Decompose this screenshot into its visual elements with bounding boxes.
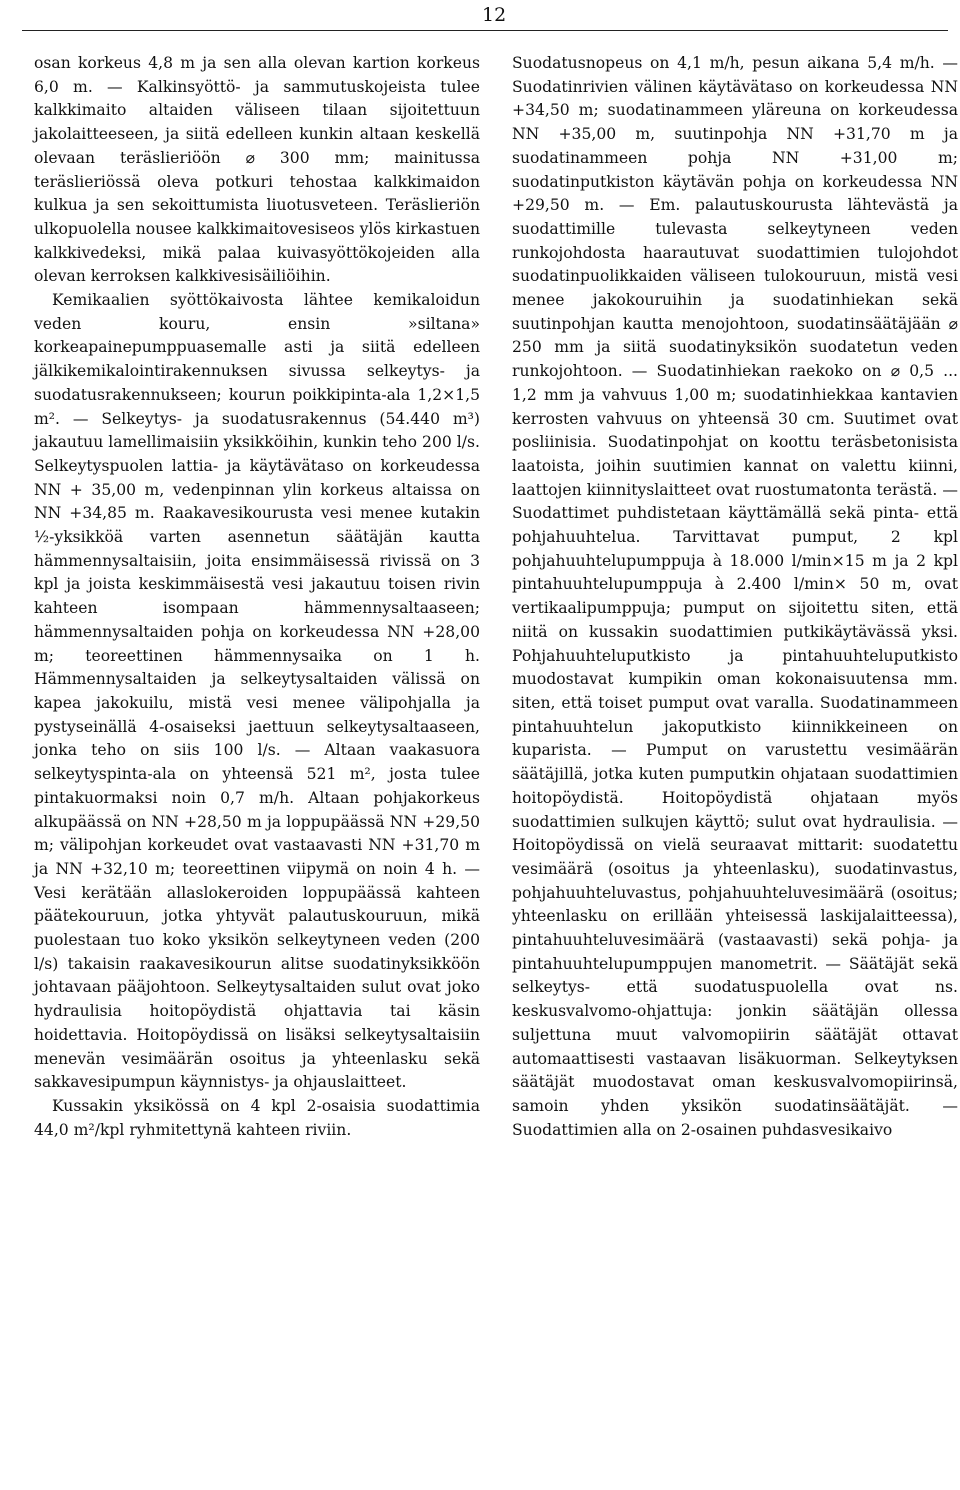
page-number: 12	[482, 4, 507, 26]
right-column	[512, 52, 958, 1142]
paragraph: osan korkeus 4,8 m ja sen alla olevan kartion korkeus 6,0 m. — Kalkinsyöttö- ja sammutuskojeista tulee kalkkimaito altaiden väliseen tilaan sijoitettuun jakolaitteeseen, ja siitä edelleen kunkin altaan keskellä olevaan teräslieriöön ⌀ 300 mm; mainitussa teräslieriössä oleva potkuri tehostaa kalkkimaidon kulkua ja sen sekoittumista liuotusveteen. Teräslieriön ulkopuolella nousee kalkkimaitovesiseos ylös kirkastuen kalkkivedeksi, mikä palaa kuivasyöttökojeiden alla olevan kerroksen kalkkivesisäiliöihin.	[34, 54, 480, 286]
paragraph: Kemikaalien syöttökaivosta lähtee kemikaloidun veden kouru, ensin »siltana» korkeapainepumppuasemalle asti ja siitä edelleen jälkikemikalointirakennuksen sivussa selkeytys- ja suodatusrakennukseen; kourun poikkipinta-ala 1,2×1,5 m². — Selkeytys- ja suodatusrakennus (54.440 m³) jakautuu lamellimaisiin yksikköihin, kunkin teho 200 l/s. Selkeytyspuolen lattia- ja käytävätaso on korkeudessa NN + 35,00 m, vedenpinnan ylin korkeus altaissa on NN +34,85 m. Raakavesikourusta vesi menee kutakin ½-yksikköä varten asennetun säätäjän kautta hämmennysaltaisiin, joita ensimmäisessä rivissä on 3 kpl ja joista keskimmäisestä vesi jakautuu toisen rivin kahteen isompaan hämmennysaltaaseen; hämmennysaltaiden pohja on korkeudessa NN +28,00 m; teoreettinen hämmennysaika on 1 h. Hämmennysaltaiden ja selkeytysaltaiden välissä on kapea jakokuilu, mistä vesi menee välipohjalla ja pystyseinällä 4-osaiseksi jaettuun selkeytysaltaaseen, jonka teho on siis 100 l/s. — Altaan vaakasuora selkeytyspinta-ala on yhteensä 521 m², josta tulee pintakuormaksi noin 0,7 m/h. Altaan pohjakorkeus alkupäässä on NN +28,50 m ja loppupäässä NN +29,50 m; välipohjan korkeudet ovat vastaavasti NN +31,70 m ja NN +32,10 m; teoreettinen viipymä on noin 4 h. — Vesi kerätään allaslokeroiden loppupäässä kahteen päätekouruun, jotka yhtyvät palautuskouruun, mikä puolestaan tuo koko yksikön selkeytyneen veden (200 l/s) takaisin raakavesikourun alitse suodatinyksikköön johtavaan pääjohtoon. Selkeytysaltaiden sulut ovat joko hydraulisia hoitopöydistä ohjattavia tai käsin hoidettavia. Hoitopöydissä on lisäksi selkeytysaltaisiin menevän vesimäärän osoitus ja yhteenlasku sekä sakkavesipumpun käynnistys- ja ohjauslaitteet.	[34, 291, 480, 1092]
paragraph: Suodatusnopeus on 4,1 m/h, pesun aikana 5,4 m/h. — Suodatinrivien välinen käytävätaso on korkeudessa NN +34,50 m; suodatinammeen yläreuna on korkeudessa NN +35,00 m, suutinpohja NN +31,70 m ja suodatinammeen pohja NN +31,00 m; suodatinputkiston käytävän pohja on korkeudessa NN +29,50 m. — Em. palautuskourusta lähtevästä ja suodattimille tulevasta selkeytyneen veden runkojohdosta haarautuvat suodattimien tulojohdot suodatinpuolikkaiden väliseen tulokouruun, mistä vesi menee jakokouruihin ja suodatinhiekan sekä suutinpohjan kautta menojohtoon, suodatinsäätäjään ⌀ 250 mm ja siitä suodatinyksikön suodatetun veden runkojohtoon. — Suodatinhiekan raekoko on ⌀ 0,5 ... 1,2 mm ja vahvuus 1,00 m; suodatinhiekkaa kantavien kerrosten vahvuus on yhteensä 30 cm. Suutimet ovat posliinisia. Suodatinpohjat on koottu teräsbetonisista laatoista, joihin suutimien kannat on valettu kiinni, laattojen kiinnityslaitteet ovat ruostumatonta terästä. — Suodattimet puhdistetaan käyttämällä sekä pinta- että pohjahuuhtelua. Tarvittavat pumput, 2 kpl pohjahuuhtelupumppuja à 18.000 l/min×15 m ja 2 kpl pintahuuhtelupumppuja à 2.400 l/min× 50 m, ovat vertikaalipumppuja; pumput on sijoitettu siten, että niitä on kussakin suodattimien putkikäytävässä yksi. Pohjahuuhteluputkisto ja pintahuuhteluputkisto muodostavat kumpikin oman kokonaisuutensa mm. siten, että toiset pumput ovat varalla. Suodatinammeen pintahuuhtelun jakoputkisto kiinnikkeineen on kuparista. — Pumput on varustettu vesimäärän säätäjillä, jotka kuten pumputkin ohjataan suodattimien hoitopöydistä. Hoitopöydistä ohjataan myös suodattimien sulkujen käyttö; sulut ovat hydraulisia. — Hoitopöydissä on vielä seuraavat mittarit: suodatettu vesimäärä (osoitus ja yhteenlasku), suodatinvastus, pohjahuuhteluvastus, pohjahuuhteluvesimäärä (osoitus; yhteenlasku on erillään yhteisessä laskijalaitteessa), pintahuuhteluvesimäärä (vastaavasti) sekä pohja- ja pintahuuhtelupumppujen manometrit. — Säätäjät sekä selkeytys- että suodatuspuolella ovat ns. keskusvalvomo-ohjattuja: jonkin säätäjän ollessa suljettuna muut valvomopiirin säätäjät ottavat automaattisesti vastaavan lisäkuorman. Selkeytyksen säätäjät muodostavat oman keskusvalvomopiirinsä, samoin yhden yksikön suodatinsäätäjät. — Suodattimien alla on 2-osainen puhdasvesikaivo	[512, 54, 958, 1139]
paragraph: Kussakin yksikössä on 4 kpl 2-osaisia suodattimia 44,0 m²/kpl ryhmitettynä kahteen riviin.	[34, 1096, 480, 1139]
header-rule	[22, 30, 948, 31]
left-column	[34, 52, 480, 1142]
